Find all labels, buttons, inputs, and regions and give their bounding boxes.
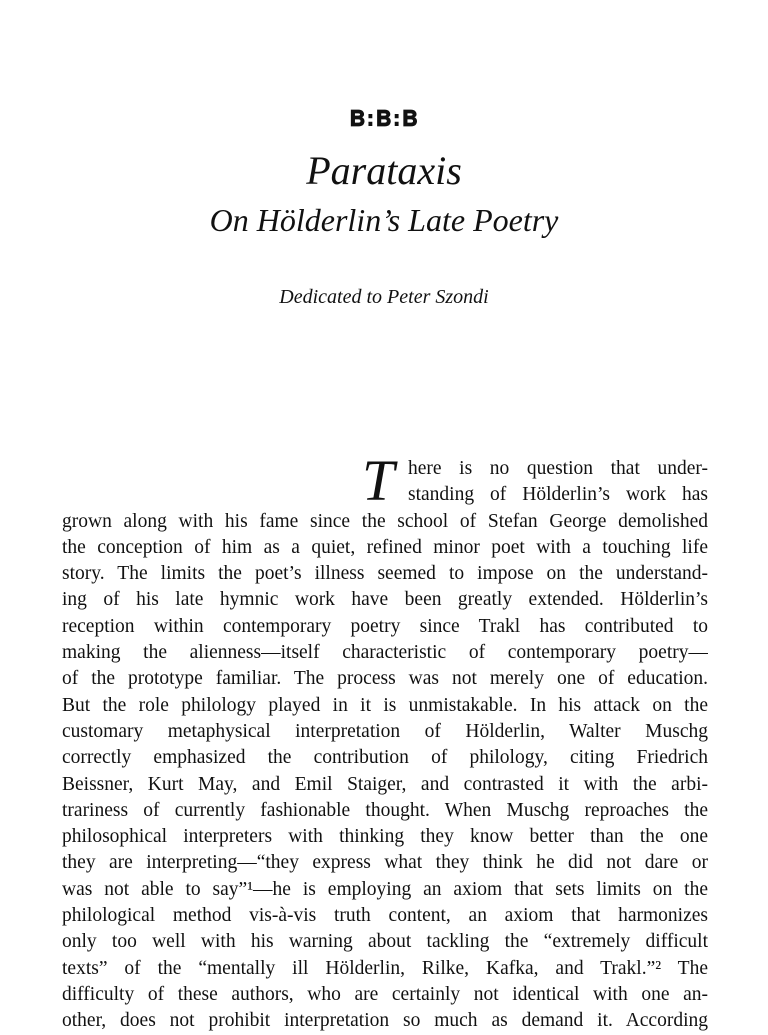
- text-line: difficulty of these authors, who are certainly not identical with one an-: [62, 983, 708, 1005]
- text-line: Beissner, Kurt May, and Emil Staiger, and contrasted it with the arbi-: [62, 773, 708, 795]
- text-line: story. The limits the poet’s illness seemed to impose on the understand-: [62, 563, 708, 585]
- text-line: texts” of the “mentally ill Hölderlin, Rilke, Kafka, and Trakl.”² The: [62, 957, 708, 979]
- chapter-subtitle: On Hölderlin’s Late Poetry: [209, 202, 559, 238]
- text-line: correctly emphasized the contribution of philology, citing Friedrich: [62, 747, 708, 769]
- text-line: was not able to say”¹—he is employing an axiom that sets limits on the: [62, 878, 708, 900]
- text-line: standing of Hölderlin’s work has: [408, 484, 708, 506]
- text-line: they are interpreting—“they express what they think he did not dare or: [62, 852, 708, 874]
- text-line: philosophical interpreters with thinking they know better than the one: [62, 826, 708, 848]
- text-line: making the alienness—itself characteristic of contemporary poetry—: [62, 642, 708, 664]
- text-line: customary metaphysical interpretation of Hölderlin, Walter Muschg: [62, 720, 708, 742]
- text-line: philological method vis-à-vis truth content, an axiom that harmonizes: [62, 905, 708, 927]
- text-line: But the role philology played in it is unmistakable. In his attack on the: [62, 694, 708, 716]
- text-line: only too well with his warning about tackling the “extremely difficult: [62, 931, 708, 953]
- text-line: reception within contemporary poetry since Trakl has contributed to: [62, 615, 708, 637]
- text-line: the conception of him as a quiet, refined minor poet with a touching life: [62, 536, 708, 558]
- text-line: ing of his late hymnic work have been greatly extended. Hölderlin’s: [62, 589, 708, 611]
- text-line: grown along with his fame since the school of Stefan George demolished: [62, 510, 708, 532]
- lead-text: [408, 456, 708, 509]
- text-line: trariness of currently fashionable thought. When Muschg reproaches the: [62, 799, 708, 821]
- chapter-title: Parataxis: [306, 148, 462, 193]
- text-line: here is no question that under-: [408, 458, 708, 479]
- text-line: of the prototype familiar. The process was not merely one of education.: [62, 668, 708, 690]
- paragraph: [62, 509, 708, 1035]
- text-line: other, does not prohibit interpretation so much as demand it. According: [62, 1010, 708, 1032]
- body-text: [62, 448, 708, 1035]
- chapter-ornament: 𝐁:𝐁:𝐁: [349, 107, 419, 132]
- dedication: Dedicated to Peter Szondi: [279, 286, 489, 308]
- opening-lines: [62, 448, 708, 513]
- drop-cap: T: [362, 448, 395, 513]
